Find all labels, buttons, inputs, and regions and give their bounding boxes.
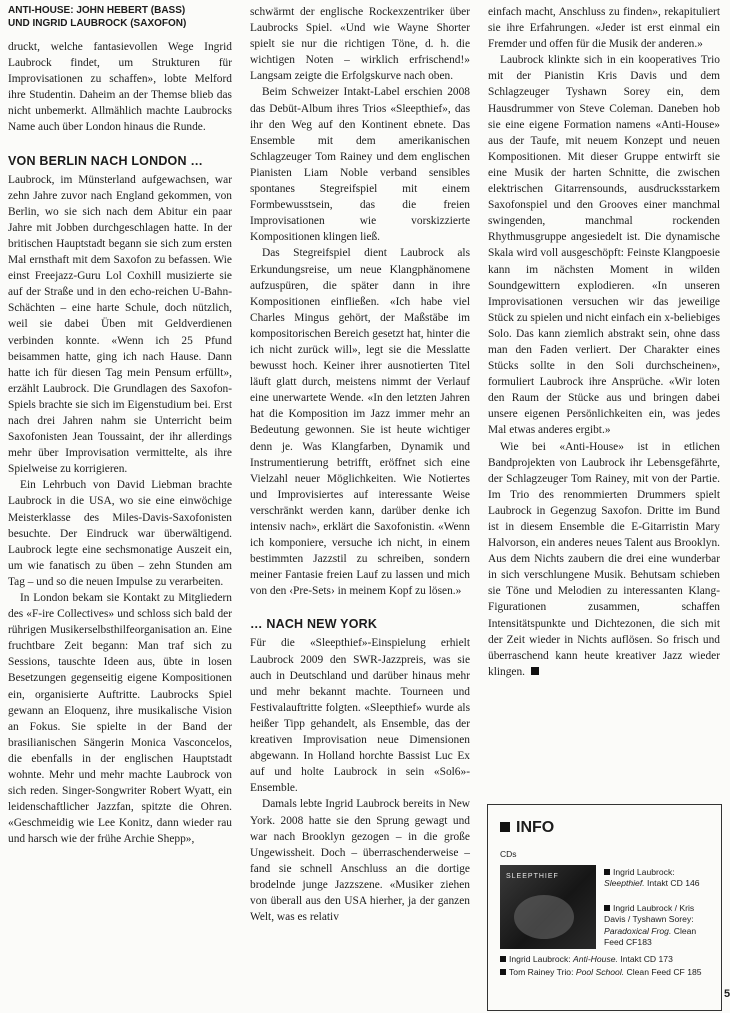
cd-artist: Ingrid Laubrock: <box>613 867 675 877</box>
square-bullet-icon <box>500 969 506 975</box>
cd-entry <box>604 867 716 890</box>
paragraph <box>488 439 720 680</box>
album-cover-image <box>500 865 596 949</box>
paragraph-text: Wie bei «Anti-House» ist in etlichen Bandprojekten von Laubrock ihr Lebensgefährte, der Schlagzeuger Tom Rainey, mit von der Partie. Im Trio des renommierten Drummers spielt Laubrock in Gegenzug Saxofon. Dritte im Bund ist in diesem Ensemble die E-Gitarristin Mary Halvorson, ein anderes neues Talent aus Brooklyn. Aus dem Nichts zaubern die drei eine wunderbar in sich verschlungene Musik. Behutsam schieben sie Töne und Melodien zu interessanten Klang-Figurationen zusammen, schaffen Intensitätspunkte und Dichtezonen, die sich mit der Zeit wieder in Nichts auflösen. So frisch und überraschend kann heute kreativer Jazz wieder klingen. <box>488 440 720 678</box>
paragraph: In London bekam sie Kontakt zu Mitgliedern des «F-ire Collectives» und schloss sich bald der rührigen Musikerselbsthilfeorganisation an. Eine fruchtbare Zeit begann: Man traf sich zu Sessions, tauschte Ideen aus, übte in losen Besetzungen gegenseitig eigene Kompositionen ein, organisierte Auftritte. Laubrocks Spiel gewann an Eloquenz, ihre musikalische Vision an Fokus. Sie spielte in der Band der brasilianischen Sängerin Monica Vasconcelos, die ebenfalls in der englischen Hauptstadt wohnte. Mehr und mehr machte Laubrock von sich reden. Singer-Songwriter Robert Wyatt, ein leidenschaftlicher Jazzfan, spitzte die Ohren. «Geschmeidig wie Lee Konitz, dann wieder rau und harsch wie der frühe Archie Shepp», <box>8 592 232 846</box>
end-mark-icon <box>531 667 539 675</box>
cd-entry <box>500 954 715 965</box>
section-heading: … NACH NEW YORK <box>250 617 378 632</box>
cd-album: Anti-House. <box>573 954 618 964</box>
section-heading: VON BERLIN NACH LONDON … <box>8 153 204 168</box>
album-cover-graphic <box>514 895 574 939</box>
caption-line-2: UND INGRID LAUBROCK (SAXOFON) <box>8 18 187 29</box>
paragraph: Das Stegreifspiel dient Laubrock als Erkundungsreise, um neue Klangphänomene aufzuspüren, die später dann in ihre Kompositionen einfließen. «Ich habe viel Charles Mingus gehört, der Maßstäbe im kompositorischen Bereich gesetzt hat, hinter die ich nicht zurück will», legt sie die Messlatte bewusst hoch. Keiner ihrer ausnotierten Titel läuft glatt durch, meistens nimmt der Verlauf eine unerwartete Wende. «In den letzten Jahren hat die Komposition im Jazz immer mehr an Bedeutung gewonnen. Sie ist heute wichtiger denn je. Was Klangfarben, Dynamik und Instrumentierung betrifft, eröffnet sich eine Vielzahl neuer Möglichkeiten. Wie Notiertes und Improvisiertes auf interessante Weise verschränkt werden kann, darüber denke ich intensiv nach», erklärt die Saxofonistin. «Wenn ich komponiere, versuche ich nicht, in einem bestimmten Jazzstil zu schreiben, sondern meiner Fantasie freien Lauf zu lassen und mich von den ‹Pre-Sets› in meinem Kopf zu lösen.» <box>250 247 470 598</box>
paragraph: Laubrock, im Münsterland aufgewachsen, war zehn Jahre zuvor nach England gekommen, von Berlin, wo sie sich nach dem Abitur ein paar Jahre mit Jobben durchgeschlagen hatte. In der britischen Hauptstadt begann sie sich zum ersten Mal ernsthaft mit dem Saxofon zu befassen. Wie einst Freejazz-Guru Lol Coxhill musizierte sie auf der Straße und in den echo-reichen U-Bahn-Schächten – eine harte Schule, doch nützlich, weil sie dabei Üben mit Geldverdienen verbinden konnte. «Wenn ich 25 Pfund beisammen hatte, ging ich nach Hause. Dann hatte ich für diesen Tag mein Pensum erfüllt», erzählt Laubrock. Die Grundlagen des Saxofon-Spiels brachte sie sich im Eigenstudium bei. Erst nach drei Jahren nahm sie Unterricht beim Saxofonisten Jean Toussaint, der ihr allerdings mehr über Improvisation vermittelte, als ihre Spielweise zu korrigieren. <box>8 173 232 476</box>
cd-detail: Clean Feed CF183 <box>604 925 697 948</box>
column-1 <box>8 4 232 848</box>
cd-artist: Ingrid Laubrock / Kris Davis / Tyshawn Sorey: <box>604 903 695 925</box>
square-bullet-icon <box>604 905 610 911</box>
paragraph: druckt, welche fantasievollen Wege Ingrid Laubrock findet, um Strukturen für Improvisationen zu schaffen», lobte Melford ihre Studentin. Daheim an der Themse blieb das nicht unbemerkt. Allmählich machte Laubrocks Name auch über London hinaus die Runde. <box>8 41 232 134</box>
caption-line-1: ANTI-HOUSE: JOHN HEBERT (BASS) <box>8 5 186 16</box>
square-bullet-icon <box>500 956 506 962</box>
cd-album: Pool School. <box>575 967 625 977</box>
column-2 <box>250 4 470 925</box>
page-number: 5 <box>724 988 730 1000</box>
paragraph: Laubrock klinkte sich in ein kooperatives Trio mit der Pianistin Kris Davis und dem Schlagzeuger Tyshawn Sorey ein, dem Hausdrummer von Steve Coleman. Daneben hob sie eine eigene Formation namens «Anti-House» aus der Taufe, mit neuem Konzept und neuen Kompositionen. Mit dieser Gruppe entwirft sie eine Musik der harten Schnitte, die zwischen elektrischen Gitarrensounds, ausdrucksstarkem Saxofonspiel und den Grooves einer manchmal swingenden, manchmal rockenden Rhythmusgruppe angesiedelt ist. Die dynamische Skala wird voll ausgeschöpft: Feinste Klangpoesie kann im nächsten Moment in wilden Soundgewittern explodieren. «In unseren Improvisationen versuchen wir das jeweilige Stück zu spielen und nicht einfach ein x-beliebiges Solo. Das kann ziemlich abstrakt sein, ohne dass man den Faden verliert. Der Charakter eines Stücks sollte in den Soli durchscheinen», formuliert Laubrock ihre Ansprüche. «Wir loten den Raum der Stücke aus und bringen dabei unsere eigenen Persönlichkeiten ein, was jedes Mal etwas anderes ergibt.» <box>488 54 720 437</box>
cd-artist: Tom Rainey Trio: <box>509 967 574 977</box>
cd-artist: Ingrid Laubrock: <box>509 954 571 964</box>
paragraph: Für die «Sleepthief»-Einspielung erhielt Laubrock 2009 den SWR-Jazzpreis, was sie auch in Deutschland und darüber hinaus mehr und mehr bekannt machte. Tourneen und Festivalauftritte folgten. «Sleepthief» wurde als heißer Tipp gehandelt, als Ensemble, das der kreativen Improvisation neue Dimensionen abgewann. In Holland horchte Bassist Luc Ex auf und holte Laubrock in sein «Sol6»-Ensemble. <box>250 637 470 795</box>
cd-album: Paradoxical Frog. <box>604 925 672 936</box>
paragraph: Damals lebte Ingrid Laubrock bereits in New York. 2008 hatte sie den Sprung gewagt und war nach Brooklyn gezogen – in die große Ungewissheit. Doch – überraschenderweise – fand sie schnell Anschluss an die dortige brodelnde junge Jazzszene. «Musiker ziehen von überall aus den USA hierher, ja der ganzen Welt, was es relativ <box>250 798 470 924</box>
paragraph: einfach macht, Anschluss zu finden», rekapituliert sie ihre Erfahrungen. «Jeder ist erst einmal ein Fremder und offen für die Musik der anderen.» <box>488 6 720 51</box>
square-bullet-icon <box>604 869 610 875</box>
info-title: INFO <box>516 819 555 836</box>
paragraph: Beim Schweizer Intakt-Label erschien 2008 das Debüt-Album ihres Trios «Sleepthief», das ihr den Weg auf den Kontinent ebnete. Das Ensemble mit dem amerikanischen Schlagzeuger Tom Rainey und dem englischen Pianisten Liam Noble verband sensibles spontanes Stegreifspiel mit einem Formbewusstsein, das die freien Improvisationen wie vorskizzierte Kompositionen klingen ließ. <box>250 86 470 244</box>
cd-detail: Clean Feed CF 185 <box>626 967 702 977</box>
cd-detail: Intakt CD 173 <box>620 954 673 964</box>
cd-entry <box>500 967 715 978</box>
photo-caption <box>8 4 232 30</box>
column-3 <box>488 4 720 680</box>
paragraph: Ein Lehrbuch von David Liebman brachte Laubrock in die USA, wo sie eine einwöchige Meisterklasse des Miles-Davis-Saxofonisten besuchte. Der Eindruck war überwältigend. Laubrock legte eine sechsmonatige Auszeit ein, um wie fanatisch zu üben – zehn Stunden am Tag – und so die neuen Impulse zu verarbeiten. <box>8 479 232 588</box>
info-subtitle: CDs <box>500 849 517 859</box>
square-bullet-icon <box>500 822 510 832</box>
album-cover-title: SLEEPTHIEF <box>506 873 559 880</box>
paragraph: schwärmt der englische Rockexzentriker über Laubrocks Spiel. «Und wie Wayne Shorter spielt sie nur die richtigen Töne, d. h. die wichtigen Noten – wirklich erfrischend!» Langsam zeigte die Erfolgskurve nach oben. <box>250 6 470 83</box>
info-heading <box>500 819 554 837</box>
cd-entry <box>604 903 716 949</box>
info-box <box>487 804 722 1011</box>
cd-detail: Intakt CD 146 <box>647 878 700 889</box>
cd-album: Sleepthief. <box>604 878 645 889</box>
